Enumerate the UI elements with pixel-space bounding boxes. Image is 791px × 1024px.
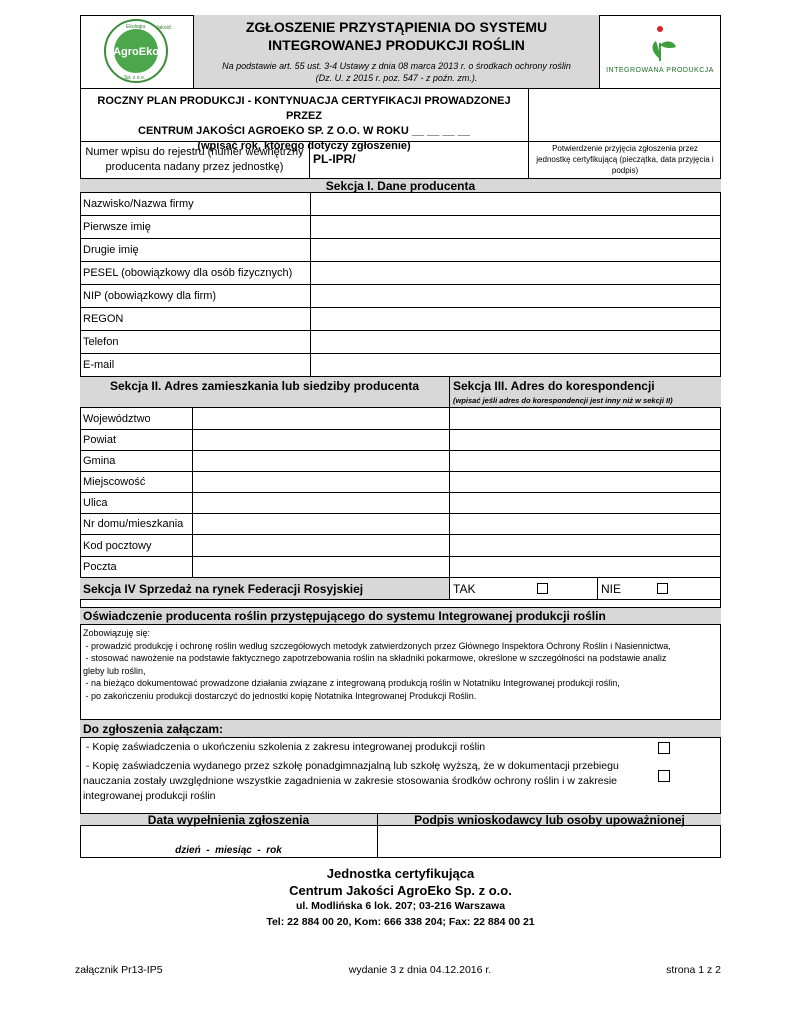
field-input-name[interactable]: [311, 193, 721, 216]
corr-input-house-number[interactable]: [450, 514, 721, 535]
address-table: [80, 408, 721, 578]
attachment-item-1-checkbox[interactable]: [658, 742, 670, 754]
confirm-line3: podpis): [611, 166, 639, 175]
field-input-regon[interactable]: [311, 308, 721, 331]
form-title-line2: INTEGROWANEJ PRODUKCJI ROŚLIN: [268, 37, 525, 53]
field-input-nip[interactable]: [311, 285, 721, 308]
field-label-nip: NIP (obowiązkowy dla firm): [80, 285, 311, 308]
agroeko-logo-cell: [80, 15, 194, 89]
page-number: strona 1 z 2: [666, 964, 721, 976]
field-label-pesel: PESEL (obowiązkowy dla osób fizycznych): [80, 262, 311, 285]
section2-title: Sekcja II. Adres zamieszkania lub siedziby producenta: [110, 379, 419, 393]
unit-address: ul. Modlińska 6 lok. 207; 03-216 Warszawa: [295, 900, 506, 912]
attachment-id: załącznik Pr13-IP5: [75, 964, 163, 976]
confirm-line1: Potwierdzenie przyjęcia zgłoszenia przez: [552, 144, 698, 153]
legal-basis-line2: (Dz. U. z 2015 r. poz. 547 - z poźn. zm.).: [315, 73, 478, 83]
registry-label-line1: Numer wpisu do rejestru (numer wewnętrzny: [85, 146, 304, 158]
statement-line: - prowadzić produkcję i ochronę roślin według szczegółowych metodyk zatwierdzonych przez Głównego Inspektora Ochrony Roślin i Nasiennictwa,: [83, 640, 671, 651]
field-label-second-name: Drugie imię: [80, 239, 311, 262]
addr-label-locality: Miejscowość: [80, 472, 193, 493]
unit-contact: Tel: 22 884 00 20, Kom: 666 338 204; Fax: 22 884 00 21: [266, 916, 535, 928]
addr-label-street: Ulica: [80, 493, 193, 514]
logo-red-dot: [657, 26, 663, 32]
statement-line: gleby lub roślin,: [83, 665, 146, 676]
addr-label-postal-code: Kod pocztowy: [80, 535, 193, 557]
section4-label-cell: [80, 578, 450, 600]
plan-empty-cell: [529, 89, 721, 142]
unit-name: Centrum Jakości AgroEko Sp. z o.o.: [289, 882, 512, 898]
section4-yes-checkbox[interactable]: [537, 583, 548, 594]
logo-ring-top: Ekologia: [126, 24, 146, 30]
addr-input-county[interactable]: [193, 430, 450, 451]
field-input-email[interactable]: [311, 354, 721, 377]
field-label-email: E-mail: [80, 354, 311, 377]
section4-yes-cell: [450, 578, 598, 600]
registry-label-cell: [80, 142, 310, 179]
section4-no-checkbox[interactable]: [657, 583, 668, 594]
statement-line: Zobowiązuję się:: [83, 628, 151, 638]
corr-input-commune[interactable]: [450, 451, 721, 472]
addr-input-postal-code[interactable]: [193, 535, 450, 557]
section1-header: [80, 179, 721, 193]
attachment-item-2-checkbox[interactable]: [658, 770, 670, 782]
logo-main-text: AgroEko: [113, 46, 159, 58]
section3-note: (wpisać jeśli adres do korespondencji jest inny niż w sekcji II): [453, 396, 673, 405]
logo-caption: INTEGROWANA PRODUKCJA: [606, 67, 714, 74]
field-label-name: Nazwisko/Nazwa firmy: [80, 193, 311, 216]
section3-title: Sekcja III. Adres do korespondencji: [453, 379, 655, 393]
section4-yes-label: TAK: [453, 581, 476, 596]
attachment-item-1-text: - Kopię zaświadczenia o ukończeniu szkolenia z zakresu integrowanej produkcji roślin: [83, 741, 486, 753]
field-label-first-name: Pierwsze imię: [80, 216, 311, 239]
addr-label-county: Powiat: [80, 430, 193, 451]
addr-input-house-number[interactable]: [193, 514, 450, 535]
statement-body: [80, 625, 721, 720]
integrowana-produkcja-logo: [600, 15, 720, 87]
field-input-second-name[interactable]: [311, 239, 721, 262]
attachment-item-2-line3: integrowanej produkcji roślin: [83, 790, 216, 802]
date-title: Data wypełnienia zgłoszenia: [147, 812, 310, 827]
addr-label-voivodeship: Województwo: [80, 408, 193, 430]
attachment-item-2: [80, 756, 721, 814]
statement-line: - na bieżąco dokumentować prowadzone działania związane z integrowaną produkcją roślin w Notatniku Integrowanej produkcji roślin,: [83, 678, 620, 688]
legal-basis: [194, 60, 599, 84]
addr-label-commune: Gmina: [80, 451, 193, 472]
addr-input-voivodeship[interactable]: [193, 408, 450, 430]
plan-line2: CENTRUM JAKOŚCI AGROEKO SP. Z O.O. W ROKU __ __ __ __: [138, 125, 470, 137]
confirmation-cell: [529, 142, 721, 179]
addr-input-commune[interactable]: [193, 451, 450, 472]
attachment-item-1: [80, 738, 721, 756]
addr-label-post-office: Poczta: [80, 557, 193, 578]
field-label-regon: REGON: [80, 308, 311, 331]
attachments-title: Do zgłoszenia załączam:: [83, 721, 224, 736]
statement-title: Oświadczenie producenta roślin przystępującego do systemu Integrowanej produkcji roślin: [83, 609, 606, 623]
attachments-header: [80, 720, 721, 738]
signature-title: Podpis wnioskodawcy lub osoby upoważnionej: [414, 812, 685, 827]
registry-number-field[interactable]: [310, 142, 529, 179]
corr-input-voivodeship[interactable]: [450, 408, 721, 430]
addr-label-house-number: Nr domu/mieszkania: [80, 514, 193, 535]
statement-line: - stosować nawożenie na podstawie faktycznego zapotrzebowania roślin na składniki pokarmowe, określone w szczegółności na podstawie analiz: [83, 653, 667, 663]
corr-input-locality[interactable]: [450, 472, 721, 493]
addr-input-street[interactable]: [193, 493, 450, 514]
unit-title: Jednostka certyfikująca: [326, 865, 475, 881]
field-input-phone[interactable]: [311, 331, 721, 354]
edition-info: wydanie 3 z dnia 04.12.2016 r.: [348, 964, 492, 976]
section4-no-cell: [598, 578, 721, 600]
form-title-line1: ZGŁOSZENIE PRZYSTĄPIENIA DO SYSTEMU: [245, 19, 548, 35]
logo-ring-bottom: Sp. z o.o.: [124, 75, 146, 81]
date-hint: dzień - miesiąc - rok: [175, 845, 282, 856]
confirm-line2: jednostkę certyfikującą (pieczątka, data przyjęcia i: [536, 155, 714, 164]
corr-input-post-office[interactable]: [450, 557, 721, 578]
registry-prefix: PL-IPR/: [313, 152, 356, 166]
legal-basis-line1: Na podstawie art. 55 ust. 3-4 Ustawy z dnia 08 marca 2013 r. o środkach ochrony roślin: [222, 61, 571, 71]
section1-table: [80, 193, 721, 377]
section4-title: Sekcja IV Sprzedaż na rynek Federacji Rosyjskiej: [83, 581, 364, 596]
section1-title: Sekcja I. Dane producenta: [325, 178, 476, 193]
title-cell: [194, 15, 599, 89]
statement-header: [80, 607, 721, 625]
section2-header: [80, 377, 450, 408]
logo-leaf-left: [653, 41, 660, 59]
field-label-phone: Telefon: [80, 331, 311, 354]
corr-input-street[interactable]: [450, 493, 721, 514]
signature-field[interactable]: [378, 826, 721, 858]
signature-header: [378, 814, 721, 826]
corr-input-county[interactable]: [450, 430, 721, 451]
agroeko-logo: [80, 15, 192, 87]
section4-no-label: NIE: [601, 581, 622, 596]
corr-input-postal-code[interactable]: [450, 535, 721, 557]
form-title: [194, 15, 599, 54]
ip-logo-cell: [599, 15, 721, 89]
section3-header: [450, 377, 721, 408]
attachment-item-2-line1: - Kopię zaświadczenia wydanego przez szkołę ponadgimnazjalną lub szkołę wyższą, że w dokumentacji przebiegu: [83, 760, 619, 772]
field-input-pesel[interactable]: [311, 262, 721, 285]
addr-input-locality[interactable]: [193, 472, 450, 493]
statement-line: - po zakończeniu produkcji dostarczyć do jednostki kopię Notatnika Integrowanej Produkcji Roślin.: [83, 690, 477, 701]
plan-line1: ROCZNY PLAN PRODUKCJI - KONTYNUACJA CERTYFIKACJI PROWADZONEJ PRZEZ: [97, 95, 511, 122]
logo-leaf-right: [660, 41, 676, 48]
logo-ring-right: Jakość: [156, 25, 172, 31]
date-field[interactable]: [80, 826, 378, 858]
addr-input-post-office[interactable]: [193, 557, 450, 578]
date-header: [80, 814, 378, 826]
registry-label-line2: producenta nadany przez jednostkę): [105, 161, 284, 173]
plan-line3: (wpisać rok, którego dotyczy zgłoszenie): [197, 140, 411, 152]
attachment-item-2-line2: nauczania zostały uwzględnione wszystkie zagadnienia w zakresie stosowania środków ochrony roślin i w zakresie: [83, 775, 618, 787]
field-input-first-name[interactable]: [311, 216, 721, 239]
